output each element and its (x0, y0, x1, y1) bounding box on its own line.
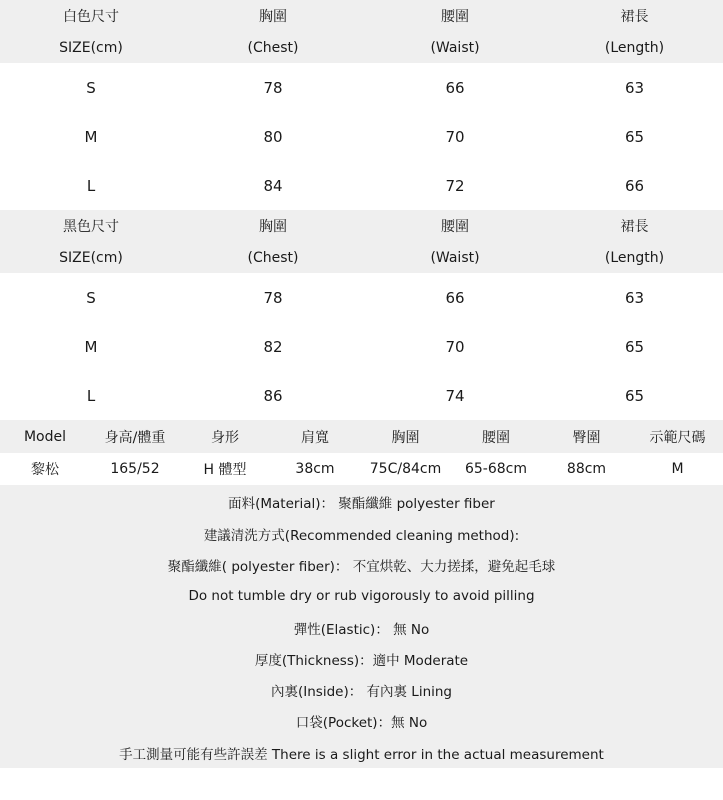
header-cell: 胸圍 (391, 429, 420, 446)
table-row (0, 161, 723, 210)
length-cell: 63 (624, 78, 645, 97)
model-size: M (671, 461, 684, 477)
black-table-header-zh (0, 210, 723, 242)
black-table-header-en (0, 242, 723, 273)
header-cell: Model (23, 428, 67, 445)
model-chest: 75C/84cm (369, 461, 442, 477)
table-row (0, 112, 723, 161)
chest-cell: 86 (263, 386, 283, 405)
cleaning-method-note: 建議清洗方式(Recommended cleaning method): (203, 527, 520, 544)
header-cell: (Chest) (247, 39, 299, 56)
table-row (0, 322, 723, 371)
header-cell: SIZE(cm) (59, 39, 123, 56)
model-value-row (0, 453, 723, 485)
header-cell: 胸圍 (259, 9, 287, 25)
table-row (0, 371, 723, 420)
chest-cell: 84 (263, 176, 283, 195)
header-cell: 腰圍 (441, 219, 469, 235)
header-cell: 胸圍 (259, 219, 287, 235)
pilling-note: Do not tumble dry or rub vigorously to avoid pilling (188, 588, 535, 605)
length-cell: 66 (624, 176, 645, 195)
model-header-row (0, 420, 723, 453)
white-table-header-en (0, 32, 723, 63)
table-row (0, 273, 723, 322)
header-cell: (Waist) (430, 39, 480, 56)
length-cell: 63 (624, 288, 645, 307)
length-cell: 65 (624, 386, 645, 405)
size-cell: M (84, 127, 98, 146)
waist-cell: 70 (445, 337, 465, 356)
measurement-error-note: 手工測量可能有些許誤差 There is a slight error in the actual measurement (119, 746, 604, 763)
fiber-care-note: 聚酯纖維( polyester fiber)： 不宜烘乾、大力搓揉，避免起毛球 (167, 558, 556, 575)
size-cell: S (86, 78, 96, 97)
header-cell: 裙長 (620, 9, 649, 25)
table-row (0, 63, 723, 112)
header-cell: 臀圍 (572, 429, 601, 446)
waist-cell: 66 (445, 78, 465, 97)
waist-cell: 72 (445, 176, 465, 195)
chest-cell: 78 (263, 78, 283, 97)
waist-cell: 74 (445, 386, 465, 405)
thickness-note: 厚度(Thickness)：適中 Moderate (254, 652, 469, 669)
size-cell: L (86, 176, 96, 195)
size-cell: L (86, 386, 96, 405)
waist-cell: 70 (445, 127, 465, 146)
lining-note: 內裏(Inside)： 有內裏 Lining (270, 684, 453, 701)
material-note: 面料(Material)： 聚酯纖維 polyester fiber (228, 495, 495, 512)
header-cell: 白色尺寸 (63, 9, 119, 25)
header-cell: 身形 (211, 429, 239, 446)
model-height-weight: 165/52 (110, 461, 160, 477)
pocket-note: 口袋(Pocket)：無 No (295, 715, 428, 732)
header-cell: (Waist) (430, 249, 480, 266)
header-cell: 身高/體重 (104, 429, 166, 446)
header-cell: SIZE(cm) (59, 249, 123, 266)
elastic-note: 彈性(Elastic)： 無 No (293, 621, 430, 638)
header-cell: 腰圍 (441, 9, 469, 25)
header-cell: 示範尺碼 (649, 429, 706, 446)
model-body-type: H 體型 (203, 462, 247, 478)
chest-cell: 82 (263, 337, 283, 356)
length-cell: 65 (624, 337, 645, 356)
size-cell: S (86, 288, 96, 307)
white-size-table (0, 0, 723, 210)
waist-cell: 66 (445, 288, 465, 307)
model-waist: 65-68cm (464, 461, 527, 477)
header-cell: 裙長 (620, 219, 649, 235)
header-cell: 肩寬 (301, 429, 329, 446)
white-table-header-zh (0, 0, 723, 32)
size-cell: M (84, 337, 98, 356)
product-notes (0, 485, 723, 768)
header-cell: (Length) (604, 39, 665, 56)
header-cell: (Length) (604, 249, 665, 266)
model-table (0, 420, 723, 485)
black-size-table (0, 210, 723, 420)
chest-cell: 78 (263, 288, 283, 307)
header-cell: 腰圍 (482, 429, 510, 446)
length-cell: 65 (624, 127, 645, 146)
header-cell: (Chest) (247, 249, 299, 266)
model-hip: 88cm (566, 461, 607, 477)
chest-cell: 80 (263, 127, 283, 146)
model-shoulder: 38cm (295, 461, 335, 477)
model-name: 黎松 (31, 462, 59, 478)
header-cell: 黑色尺寸 (63, 219, 119, 235)
